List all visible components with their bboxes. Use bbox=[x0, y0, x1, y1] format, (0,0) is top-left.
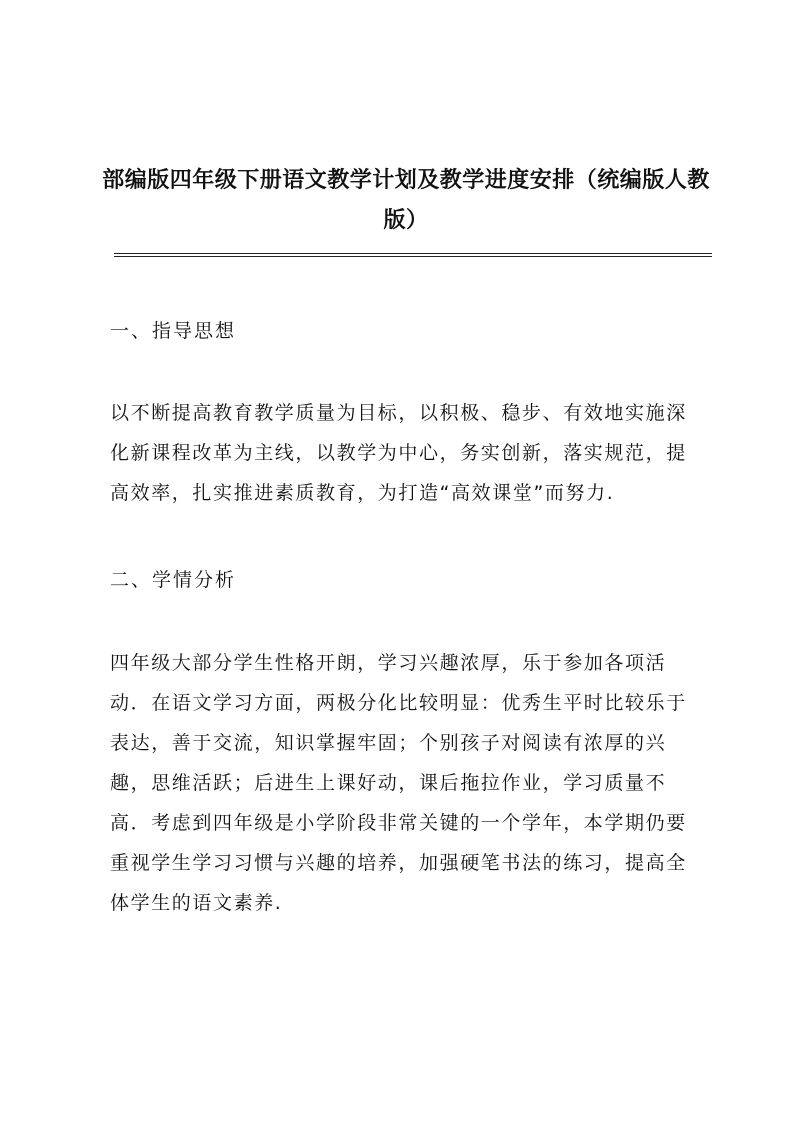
title-divider-thick bbox=[114, 256, 712, 257]
paragraph-guiding-ideology bbox=[110, 393, 710, 513]
section-heading-guiding-ideology: 一、指导思想 bbox=[110, 320, 237, 342]
paragraph-line: 动．在语文学习方面，两极分化比较明显：优秀生平时比较乐于 bbox=[110, 692, 687, 714]
paragraph-line: 表达，善于交流，知识掌握牢固；个别孩子对阅读有浓厚的兴 bbox=[110, 732, 667, 754]
paragraph-line: 四年级大部分学生性格开朗，学习兴趣浓厚，乐于参加各项活 bbox=[110, 652, 667, 674]
paragraph-line: 化新课程改革为主线，以教学为中心，务实创新，落实规范，提 bbox=[110, 442, 687, 464]
title-divider-thin bbox=[114, 253, 712, 254]
document-title: 部编版四年级下册语文教学计划及教学进度安排（统编版人教版） bbox=[102, 167, 710, 233]
section-heading-student-analysis: 二、学情分析 bbox=[110, 569, 237, 591]
paragraph-line: 以不断提高教育教学质量为目标，以积极、稳步、有效地实施深 bbox=[110, 402, 687, 424]
paragraph-line: 重视学生学习习惯与兴趣的培养，加强硬笔书法的练习，提高全 bbox=[110, 852, 687, 874]
paragraph-line: 高效率，扎实推进素质教育，为打造“高效课堂”而努力. bbox=[110, 482, 615, 504]
paragraph-line: 高．考虑到四年级是小学阶段非常关键的一个学年，本学期仍要 bbox=[110, 812, 687, 834]
paragraph-line: 体学生的语文素养. bbox=[110, 892, 283, 914]
paragraph-student-analysis bbox=[110, 643, 710, 923]
paragraph-line: 趣，思维活跃；后进生上课好动，课后拖拉作业，学习质量不 bbox=[110, 772, 667, 794]
